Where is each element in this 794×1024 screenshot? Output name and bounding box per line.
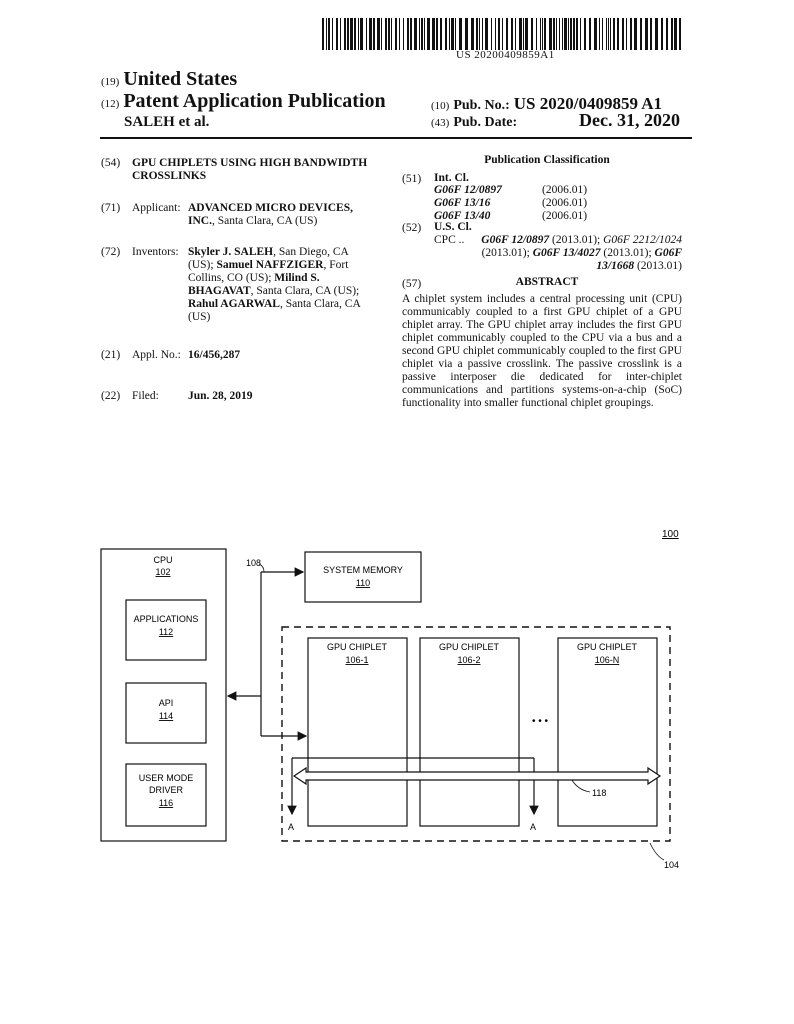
pub-type: Patent Application Publication: [123, 90, 386, 112]
marker-a-middle: A: [530, 822, 537, 832]
intcl-class: G06F 12/0897: [434, 184, 502, 196]
system-memory-label: SYSTEM MEMORY: [323, 565, 403, 575]
cpc-version: (2013.01): [634, 260, 682, 272]
system-memory-ref: 110: [355, 578, 371, 588]
inventor-name: Skyler J. SALEH: [188, 246, 274, 258]
api-ref: 114: [158, 711, 174, 721]
applicant-location: , Santa Clara, CA (US): [211, 215, 318, 227]
intcl-version: (2006.01): [542, 197, 588, 209]
inventor-name: Rahul AGARWAL: [188, 298, 280, 310]
title: GPU CHIPLETS USING HIGH BANDWIDTH CROSSLINKS: [132, 157, 368, 182]
applicant-label: Applicant:: [132, 202, 181, 214]
gpu-chiplet-n-ref: 106-N: [594, 655, 620, 665]
applicant-name: ADVANCED MICRO DEVICES, INC.: [188, 202, 353, 227]
appl-label: Appl. No.:: [132, 349, 181, 361]
cpc-version: (2013.01);: [481, 247, 533, 259]
uscl-label: U.S. Cl.: [434, 221, 472, 233]
gpu-chiplet-2: [420, 638, 519, 826]
country: United States: [123, 68, 238, 90]
applications-label: APPLICATIONS: [133, 614, 199, 624]
pub-date-label: Pub. Date:: [453, 115, 518, 130]
marker-a-left: A: [288, 822, 295, 832]
inventors-code: (72): [101, 246, 121, 258]
inventor-name: Samuel NAFFZIGER: [216, 259, 324, 271]
intcl-class: G06F 13/40: [434, 210, 491, 222]
cpc-prefix: CPC ..: [434, 234, 465, 246]
abstract-code: (57): [402, 278, 422, 290]
pub-date-value: Dec. 31, 2020: [579, 110, 680, 130]
inventor-location: , Santa Clara, CA (US);: [250, 285, 360, 297]
applications-ref: 112: [158, 627, 174, 637]
intcl-version: (2006.01): [542, 210, 588, 222]
inventor-location: , Fort Collins, CO (US);: [188, 259, 349, 284]
appl-code: (21): [101, 349, 121, 361]
cpu-label: CPU: [153, 555, 173, 565]
gpu-chiplet-n-label: GPU CHIPLET: [576, 642, 638, 652]
ref-100: 100: [662, 529, 679, 540]
pub-no-code: (10): [431, 100, 450, 112]
gpu-chiplet-1: [308, 638, 407, 826]
pub-type-code: (12): [101, 98, 120, 110]
pub-date-code: (43): [431, 117, 450, 129]
country-code: (19): [101, 76, 120, 88]
gpu-chiplet-1-ref: 106-1: [345, 655, 369, 665]
appl-value: 16/456,287: [188, 349, 241, 361]
api-label: API: [158, 698, 174, 708]
intcl-label: Int. Cl.: [434, 172, 469, 184]
filed-label: Filed:: [132, 390, 159, 402]
cpc-class: G06F 12/0897: [481, 234, 550, 246]
inventor-location: , San Diego, CA (US);: [188, 246, 349, 271]
cpc-class: G06F 2212/1024: [603, 234, 682, 246]
crosslink-ref: 118: [592, 788, 607, 798]
crosslink-arrow: [294, 768, 660, 784]
abstract-heading: ABSTRACT: [515, 276, 579, 288]
system-memory-box: [305, 552, 421, 602]
gpu-chiplet-1-label: GPU CHIPLET: [326, 642, 388, 652]
pub-no-value: US 2020/0409859 A1: [513, 94, 663, 113]
cpu-ref: 102: [155, 567, 171, 577]
cpc-class: G06F 13/1668: [596, 247, 682, 272]
bus-ref: 108: [246, 558, 262, 568]
user-mode-driver-ref: 116: [158, 798, 174, 808]
array-ref: 104: [664, 860, 680, 870]
title-code: (54): [101, 157, 121, 169]
inventors-short: SALEH et al.: [124, 114, 210, 130]
cpc-version: (2013.01);: [549, 234, 604, 246]
cpc-class: G06F 13/4027: [532, 247, 601, 259]
pub-no-label: Pub. No.:: [453, 98, 510, 113]
inventors-label: Inventors:: [132, 246, 179, 258]
user-mode-driver-label-2: DRIVER: [148, 785, 184, 795]
abstract-text: A chiplet system includes a central processing unit (CPU) communicably coupled to a first GPU chiplet of a GPU chiplet array. The GPU chiplet array includes the first GPU chiplet communicably coupled to the CPU via a bus and a second GPU chiplet communicably coupled to the first GPU chiplet via a passive crosslink. The passive crosslink is a passive interposer die dedicated for inter-chiplet communications and partitions systems-on-a-chip (SoC) functionality into smaller functional chiplet groupings.: [402, 293, 682, 409]
inventor-location: , Santa Clara, CA (US): [188, 298, 361, 323]
filed-value: Jun. 28, 2019: [188, 390, 253, 402]
chiplet-ellipsis: • • •: [531, 716, 549, 727]
intcl-class: G06F 13/16: [434, 197, 491, 209]
classification-heading: Publication Classification: [484, 154, 610, 166]
user-mode-driver-label-1: USER MODE: [138, 773, 194, 783]
intcl-code: (51): [402, 173, 422, 185]
inventor-name: Milind S. BHAGAVAT: [188, 272, 320, 297]
filed-code: (22): [101, 390, 121, 402]
crosslink-ref-leader: [572, 780, 590, 792]
gpu-chiplet-2-ref: 106-2: [457, 655, 481, 665]
cpc-version: (2013.01);: [600, 247, 655, 259]
uscl-code: (52): [402, 222, 422, 234]
intcl-version: (2006.01): [542, 184, 588, 196]
barcode-number: US 20200409859A1: [456, 49, 555, 61]
applicant-code: (71): [101, 202, 121, 214]
gpu-chiplet-2-label: GPU CHIPLET: [438, 642, 500, 652]
array-ref-leader: [650, 843, 664, 860]
gpu-chiplet-n: [558, 638, 657, 826]
